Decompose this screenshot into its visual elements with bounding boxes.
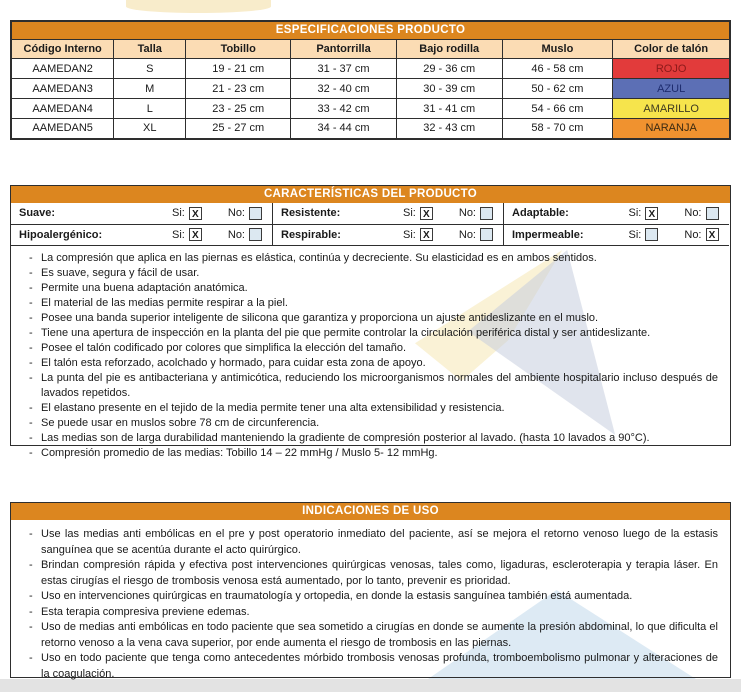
feature-item: - Compresión promedio de las medias: Tobillo 14 – 22 mmHg / Muslo 5- 12 mmHg. <box>41 446 722 461</box>
characteristics-title: CARACTERÍSTICAS DEL PRODUCTO <box>11 186 730 203</box>
si-label: Si: <box>403 207 416 220</box>
col-header-bajo-rodilla: Bajo rodilla <box>396 40 502 59</box>
cell-pantorrilla: 32 - 40 cm <box>291 79 397 99</box>
cell-talla: L <box>114 99 186 119</box>
attribute-suave <box>11 203 273 225</box>
table-row <box>11 119 730 139</box>
characteristics-section <box>10 185 731 459</box>
no-label: No: <box>227 228 245 241</box>
checkbox-respirable-no[interactable] <box>480 228 493 241</box>
col-header-muslo: Muslo <box>502 40 613 59</box>
attribute-adaptable <box>504 203 729 225</box>
cell-tobillo: 21 - 23 cm <box>186 79 291 99</box>
checkbox-impermeable-si[interactable] <box>645 228 658 241</box>
cell-talla: XL <box>114 119 186 139</box>
attribute-label: Impermeable: <box>512 228 584 241</box>
feature-item: - Las medias son de larga durabilidad manteniendo la gradiente de compresión posterior al lavado. (hasta 10 lavados a 90°C). <box>41 431 722 446</box>
feature-item: - La punta del pie es antibacteriana y antimicótica, reduciendo los microorganismos normales del ambiente hospitalario incluso después de lavados repetidos. <box>41 371 722 401</box>
attribute-label: Hipoalergénico: <box>19 228 103 241</box>
indication-item: - Uso de medias anti embólicas en todo paciente que sea sometido a cirugías en donde se aumente la presión abdominal, lo que dificulta el retorno venoso a la vena cava superior, por ende aumenta el riesgo de trombosis en las piernas. <box>41 620 722 651</box>
cell-codigo: AAMEDAN2 <box>11 59 114 79</box>
no-label: No: <box>684 207 702 220</box>
table-row <box>11 99 730 119</box>
checkbox-hipoalergenico-no[interactable] <box>249 228 262 241</box>
attribute-label: Suave: <box>19 207 56 220</box>
specifications-table <box>10 20 731 140</box>
cell-tobillo: 23 - 25 cm <box>186 99 291 119</box>
checkbox-resistente-si[interactable]: X <box>420 207 433 220</box>
indications-list <box>11 520 730 682</box>
no-label: No: <box>227 207 245 220</box>
indication-item: - Use las medias anti embólicas en el pre y post operatorio inmediato del paciente, así se mejora el retorno venoso luego de la estasis sanguínea que se acentúa durante el acto quirúrgico. <box>41 527 722 558</box>
col-header-color-talon: Color de talón <box>613 40 730 59</box>
cell-tobillo: 25 - 27 cm <box>186 119 291 139</box>
attribute-impermeable <box>504 225 729 247</box>
attribute-label: Adaptable: <box>512 207 569 220</box>
indication-item: - Esta terapia compresiva previene edemas. <box>41 605 722 621</box>
cell-bajo-rodilla: 30 - 39 cm <box>396 79 502 99</box>
table-row <box>11 79 730 99</box>
cell-pantorrilla: 31 - 37 cm <box>291 59 397 79</box>
attribute-hipoalergenico <box>11 225 273 247</box>
cell-muslo: 54 - 66 cm <box>502 99 613 119</box>
cell-talla: M <box>114 79 186 99</box>
feature-item: - Posee el talón codificado por colores que simplifica la elección del tamaño. <box>41 341 722 356</box>
checkbox-adaptable-si[interactable]: X <box>645 207 658 220</box>
col-header-pantorrilla: Pantorrilla <box>291 40 397 59</box>
table-row <box>11 59 730 79</box>
feature-item: - Se puede usar en muslos sobre 78 cm de circunferencia. <box>41 416 722 431</box>
attribute-label: Resistente: <box>281 207 341 220</box>
no-label: No: <box>684 228 702 241</box>
checkbox-suave-no[interactable] <box>249 207 262 220</box>
cell-pantorrilla: 34 - 44 cm <box>291 119 397 139</box>
cell-codigo: AAMEDAN4 <box>11 99 114 119</box>
checkbox-impermeable-no[interactable]: X <box>706 228 719 241</box>
feature-item: - El elastano presente en el tejido de la media permite tener una alta extensibilidad y resistencia. <box>41 401 722 416</box>
cell-pantorrilla: 33 - 42 cm <box>291 99 397 119</box>
feature-item: - El material de las medias permite respirar a la piel. <box>41 296 722 311</box>
heel-color-swatch: AZUL <box>613 79 730 99</box>
heel-color-swatch: NARANJA <box>613 119 730 139</box>
spec-table-title: ESPECIFICACIONES PRODUCTO <box>12 22 729 39</box>
attribute-label: Respirable: <box>281 228 341 241</box>
cell-muslo: 50 - 62 cm <box>502 79 613 99</box>
si-label: Si: <box>172 207 185 220</box>
indication-item: - Brindan compresión rápida y efectiva post intervenciones quirúrgicas venosas, tales como, ligaduras, escleroterapia y terapia láser. En estas cirugías el riesgo de trombosis venosa está aumentado, por lo tanto, prevenir es prioridad. <box>41 558 722 589</box>
checkbox-hipoalergenico-si[interactable]: X <box>189 228 202 241</box>
heel-color-swatch: ROJO <box>613 59 730 79</box>
feature-item: - La compresión que aplica en las piernas es elástica, continúa y decreciente. Su elasticidad es en ambos sentidos. <box>41 251 722 266</box>
cell-bajo-rodilla: 32 - 43 cm <box>396 119 502 139</box>
si-label: Si: <box>172 228 185 241</box>
cell-muslo: 46 - 58 cm <box>502 59 613 79</box>
col-header-talla: Talla <box>114 40 186 59</box>
cell-bajo-rodilla: 31 - 41 cm <box>396 99 502 119</box>
cell-talla: S <box>114 59 186 79</box>
logo-watermark-top <box>126 0 271 13</box>
indication-item: - Uso en todo paciente que tenga como antecedentes mórbido trombosis venosas profunda, tromboembolismo pulmonar y alteraciones de la coagulación. <box>41 651 722 682</box>
feature-item: - Es suave, segura y fácil de usar. <box>41 266 722 281</box>
no-label: No: <box>458 228 476 241</box>
heel-color-swatch: AMARILLO <box>613 99 730 119</box>
spec-table-header-row <box>11 40 730 59</box>
checkbox-resistente-no[interactable] <box>480 207 493 220</box>
feature-item: - El talón esta reforzado, acolchado y hormado, para cuidar esta zona de apoyo. <box>41 356 722 371</box>
checkbox-respirable-si[interactable]: X <box>420 228 433 241</box>
si-label: Si: <box>628 207 642 220</box>
checkbox-adaptable-no[interactable] <box>706 207 719 220</box>
col-header-codigo: Código Interno <box>11 40 114 59</box>
feature-list <box>11 246 730 461</box>
characteristics-checklist <box>11 203 730 246</box>
cell-tobillo: 19 - 21 cm <box>186 59 291 79</box>
indications-section <box>10 502 731 678</box>
cell-muslo: 58 - 70 cm <box>502 119 613 139</box>
attribute-resistente <box>273 203 504 225</box>
no-label: No: <box>458 207 476 220</box>
indication-item: - Uso en intervenciones quirúrgicas en traumatología y ortopedia, en donde la estasis sanguínea también está aumentada. <box>41 589 722 605</box>
indications-title: INDICACIONES DE USO <box>11 503 730 520</box>
feature-item: - Posee una banda superior inteligente de silicona que garantiza y proporciona un ajuste antideslizante en el muslo. <box>41 311 722 326</box>
checkbox-suave-si[interactable]: X <box>189 207 202 220</box>
cell-codigo: AAMEDAN5 <box>11 119 114 139</box>
si-label: Si: <box>628 228 642 241</box>
cell-codigo: AAMEDAN3 <box>11 79 114 99</box>
attribute-respirable <box>273 225 504 247</box>
specifications-section <box>10 20 731 140</box>
si-label: Si: <box>403 228 416 241</box>
feature-item: - Tiene una apertura de inspección en la planta del pie que permite controlar la circulación periférica distal y ser antideslizante. <box>41 326 722 341</box>
feature-item: - Permite una buena adaptación anatómica. <box>41 281 722 296</box>
col-header-tobillo: Tobillo <box>186 40 291 59</box>
cell-bajo-rodilla: 29 - 36 cm <box>396 59 502 79</box>
